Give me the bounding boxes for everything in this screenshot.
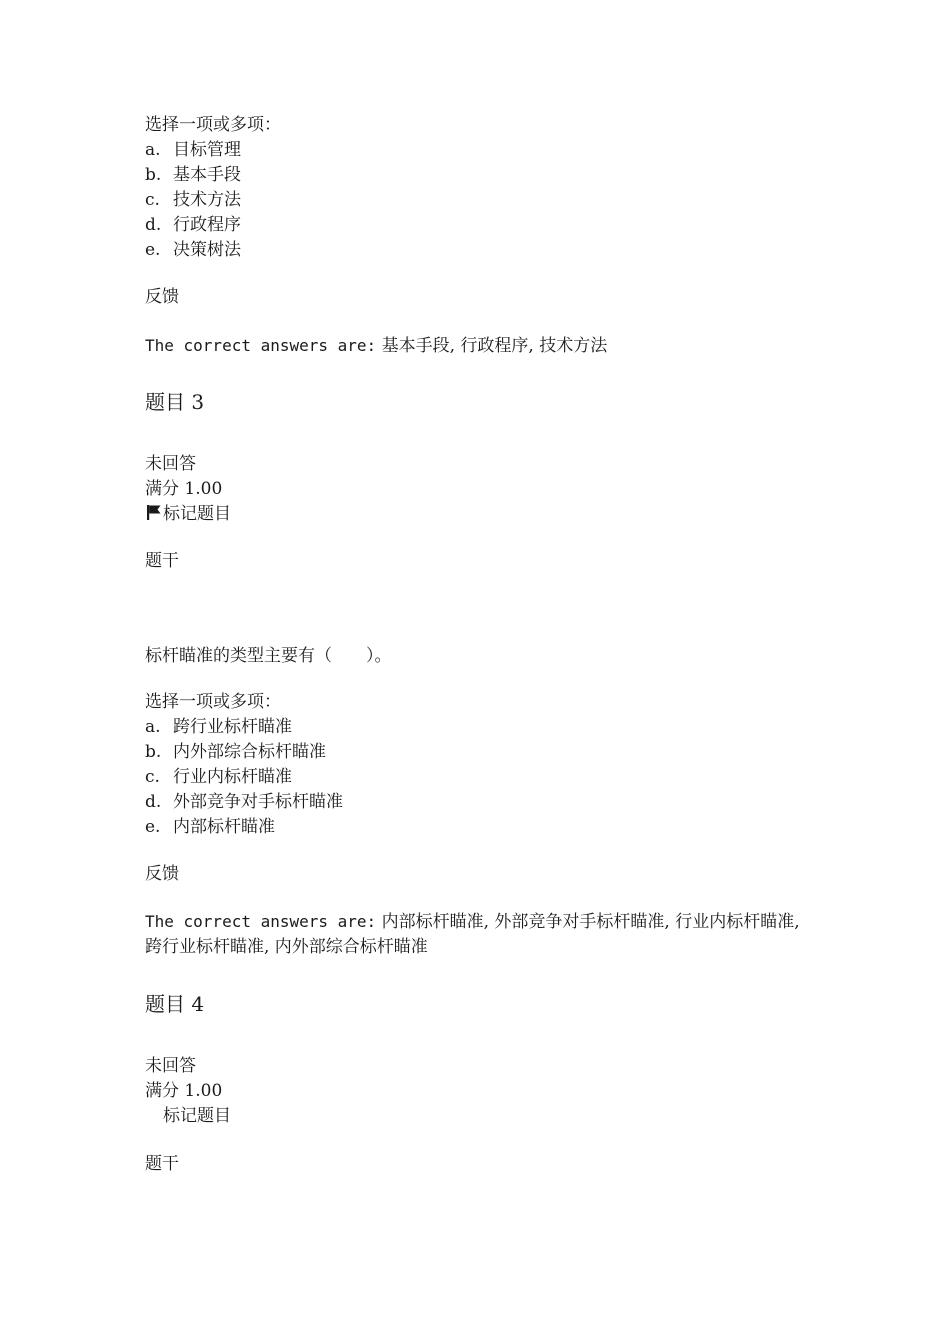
q3-stem-label: 题干	[145, 551, 179, 571]
option-text: 技术方法	[173, 190, 241, 210]
q2-option-c[interactable]	[145, 188, 825, 213]
option-text: 内部标杆瞄准	[173, 817, 275, 837]
q4-score: 满分 1.00	[145, 1081, 223, 1101]
flag-icon	[145, 503, 163, 521]
q3-info-block	[145, 452, 825, 527]
q4-info-block	[145, 1054, 825, 1129]
option-letter: d.	[145, 215, 162, 235]
q2-correct-answer	[145, 333, 825, 358]
q3-option-d[interactable]	[145, 790, 825, 815]
q4-flag-question[interactable]	[145, 1104, 825, 1129]
option-letter: c.	[145, 767, 160, 787]
answer-prefix: The correct answers are:	[145, 336, 377, 355]
option-text: 基本手段	[173, 165, 241, 185]
q3-prompt: 选择一项或多项：	[145, 692, 281, 712]
q2-feedback-label: 反馈	[145, 287, 179, 307]
answer-prefix: The correct answers are:	[145, 912, 377, 931]
flag-label: 标记题目	[163, 1106, 231, 1126]
q3-option-b[interactable]	[145, 740, 825, 765]
q2-option-d[interactable]	[145, 213, 825, 238]
q3-score: 满分 1.00	[145, 479, 223, 499]
q2-option-b[interactable]	[145, 163, 825, 188]
q3-feedback-label: 反馈	[145, 864, 179, 884]
q3-title: 题目 3	[145, 390, 205, 414]
option-letter: c.	[145, 190, 160, 210]
option-text: 目标管理	[173, 140, 241, 160]
option-text: 内外部综合标杆瞄准	[173, 742, 326, 762]
q3-status: 未回答	[145, 454, 196, 474]
q3-flag-question[interactable]	[145, 502, 825, 527]
option-letter: a.	[145, 717, 161, 737]
q3-option-e[interactable]	[145, 815, 825, 840]
option-letter: e.	[145, 240, 161, 260]
option-letter: d.	[145, 792, 162, 812]
option-text: 行政程序	[173, 215, 241, 235]
q2-option-e[interactable]	[145, 238, 825, 263]
option-text: 跨行业标杆瞄准	[173, 717, 292, 737]
answer-text: 基本手段, 行政程序, 技术方法	[376, 336, 608, 356]
q2-prompt: 选择一项或多项：	[145, 115, 281, 135]
option-text: 外部竞争对手标杆瞄准	[173, 792, 343, 812]
q3-options-block	[145, 690, 825, 840]
option-letter: b.	[145, 742, 162, 762]
q4-status: 未回答	[145, 1056, 196, 1076]
q2-options-block	[145, 113, 825, 263]
flag-icon	[145, 1105, 163, 1123]
option-letter: a.	[145, 140, 161, 160]
option-letter: e.	[145, 817, 161, 837]
q3-question-text: 标杆瞄准的类型主要有（ ）。	[145, 646, 392, 666]
q4-stem-label: 题干	[145, 1154, 179, 1174]
option-text: 行业内标杆瞄准	[173, 767, 292, 787]
q4-title: 题目 4	[145, 992, 205, 1016]
flag-label: 标记题目	[163, 504, 231, 524]
answer-text: 内部标杆瞄准, 外部竞争对手标杆瞄准, 行业内标杆瞄准, 跨行业标杆瞄准, 内外部综合标杆瞄准	[145, 912, 800, 957]
q3-correct-answer	[145, 909, 815, 960]
q3-option-a[interactable]	[145, 715, 825, 740]
q3-option-c[interactable]	[145, 765, 825, 790]
option-letter: b.	[145, 165, 162, 185]
option-text: 决策树法	[173, 240, 241, 260]
q2-option-a[interactable]	[145, 138, 825, 163]
